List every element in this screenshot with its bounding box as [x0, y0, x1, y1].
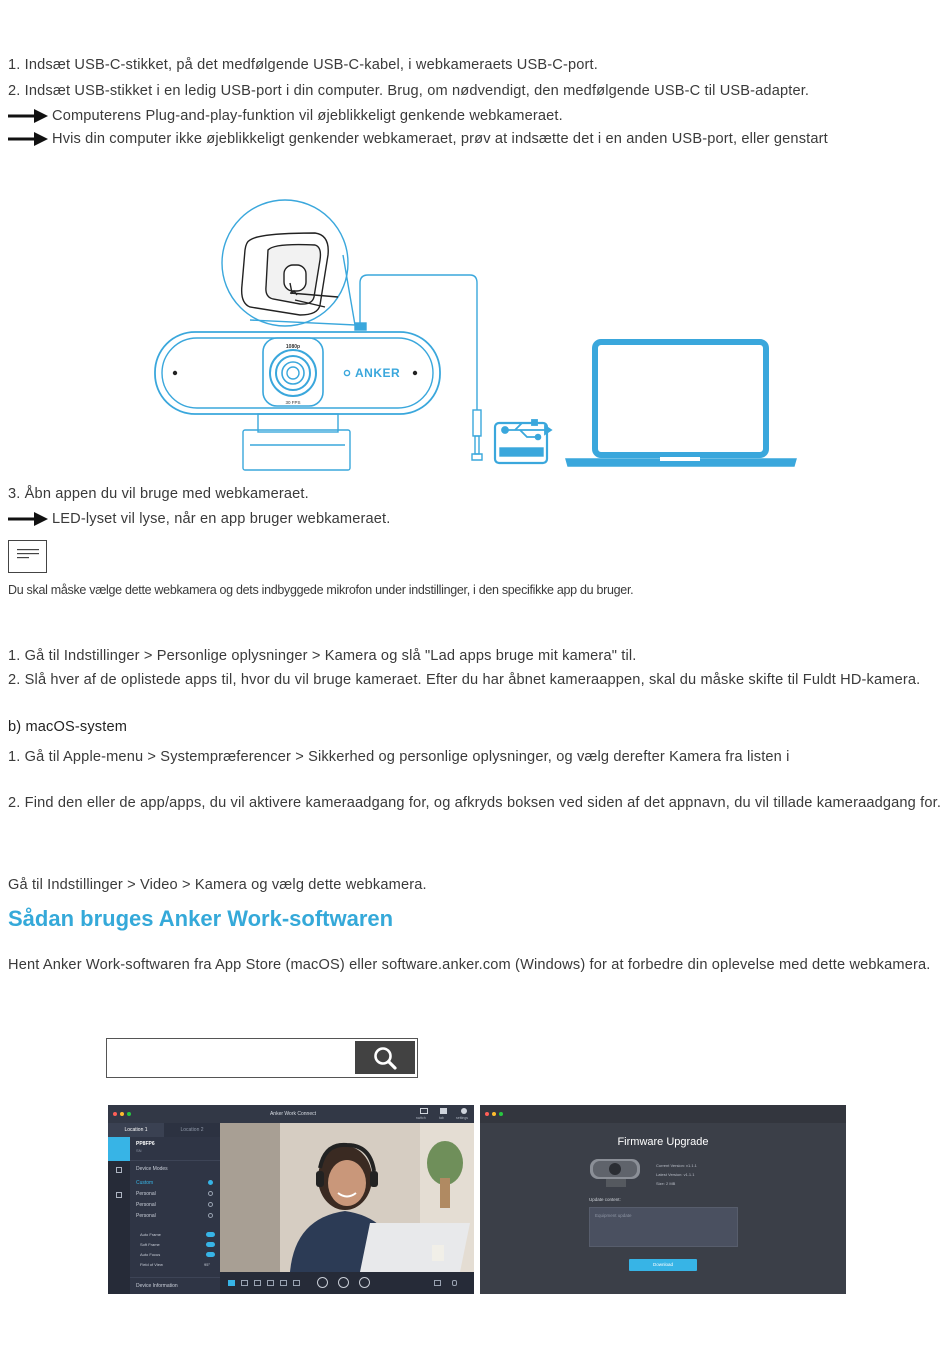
- layout-2-icon[interactable]: [241, 1280, 248, 1286]
- folder-icon[interactable]: [434, 1280, 441, 1286]
- toggle-soft-frame-label: Soft Frame: [140, 1242, 160, 1247]
- note-text: Computerens Plug-and-play-funktion vil øjeblikkeligt genkende webkameraet.: [52, 108, 563, 124]
- firmware-title: Firmware Upgrade: [617, 1136, 709, 1148]
- tab-location-1[interactable]: Location 1: [108, 1123, 164, 1137]
- auto-frame-toggle[interactable]: [206, 1232, 215, 1237]
- other-apps-line: Gå til Indstillinger > Video > Kamera og vælg dette webkamera.: [8, 877, 427, 893]
- record-icon[interactable]: [338, 1277, 349, 1288]
- mode-radio[interactable]: [208, 1213, 213, 1218]
- firmware-titlebar: [480, 1105, 846, 1123]
- firmware-upgrade-screenshot: [480, 1105, 846, 1294]
- pause-icon[interactable]: [317, 1277, 328, 1288]
- download-button[interactable]: Download: [629, 1259, 697, 1271]
- current-version: Current Version: v1.1.1: [656, 1163, 697, 1168]
- settings-label: settings: [456, 1116, 469, 1120]
- mode-radio[interactable]: [208, 1202, 213, 1207]
- anker-work-app-screenshot: [108, 1105, 474, 1294]
- device-sub: SN: [136, 1148, 142, 1153]
- arrow-right-icon: [8, 132, 48, 146]
- arrow-right-icon: [8, 512, 48, 526]
- webcam-thumbnail: [588, 1157, 648, 1189]
- mode-personal[interactable]: Personal: [136, 1202, 156, 1208]
- step-2: 2. Indsæt USB-stikket i en ledig USB-port i din computer. Brug, om nødvendigt, den medfølgende USB-C til USB-adapter.: [8, 83, 810, 99]
- video-preview: [220, 1123, 474, 1272]
- latest-version: Latest Version: v1.1.1: [656, 1172, 695, 1177]
- note-led: [8, 510, 390, 528]
- macos-step-1: 1. Gå til Apple-menu > Systempræferencer > Sikkerhed og personlige oplysninger, og vælg derefter Kamera fra listen i: [8, 749, 790, 765]
- app-titlebar: [108, 1105, 474, 1123]
- device-name: PP8FP6: [136, 1141, 155, 1147]
- update-content-label: Update content:: [589, 1197, 621, 1202]
- settings-icon[interactable]: [461, 1108, 467, 1114]
- app-settings-panel: [130, 1137, 220, 1294]
- layout-1-icon[interactable]: [228, 1280, 235, 1286]
- arrow-right-icon: [8, 109, 48, 123]
- mode-personal[interactable]: Personal: [136, 1191, 156, 1197]
- resolution-label: 1080p: [285, 344, 301, 350]
- windows-step-2: 2. Slå hver af de oplistede apps til, hvor du vil bruge kameraet. Efter du har åbnet kameraappen, skal du måske skifte til Fuldt HD-kamera.: [8, 672, 921, 688]
- zoomed-port: [242, 233, 338, 315]
- layout-3-icon[interactable]: [254, 1280, 261, 1286]
- update-content-placeholder: Equipment update: [595, 1213, 632, 1218]
- mode-radio[interactable]: [208, 1180, 213, 1185]
- auto-focus-toggle[interactable]: [206, 1252, 215, 1257]
- toggle-auto-frame-label: Auto Frame: [140, 1232, 161, 1237]
- search-bar[interactable]: [106, 1038, 418, 1078]
- fov-value[interactable]: 95°: [204, 1262, 211, 1267]
- mode-personal[interactable]: Personal: [136, 1213, 156, 1219]
- layout-5-icon[interactable]: [280, 1280, 287, 1286]
- app-side-rail: [108, 1137, 130, 1294]
- note-text: LED-lyset vil lyse, når en app bruger webkameraet.: [52, 511, 391, 527]
- video-person-image: [220, 1123, 474, 1272]
- software-body: Hent Anker Work-softwaren fra App Store (macOS) eller software.anker.com (Windows) for at forbedre din oplevelse med dette webkamera.: [8, 957, 931, 973]
- mode-radio[interactable]: [208, 1191, 213, 1196]
- toggle-auto-focus-label: Auto Focus: [140, 1252, 161, 1257]
- layout-4-icon[interactable]: [267, 1280, 274, 1286]
- device-modes-label: Device Modes: [136, 1166, 168, 1172]
- app-title: Anker Work Connect: [269, 1111, 317, 1117]
- snapshot-icon[interactable]: [359, 1277, 370, 1288]
- video-controls: [220, 1272, 474, 1294]
- software-heading: Sådan bruges Anker Work-softwaren: [8, 906, 394, 931]
- note-app-settings: Du skal måske vælge dette webkamera og dets indbyggede mikrofon under indstillinger, i den specifikke app du bruger.: [8, 583, 634, 597]
- rail-edit-icon[interactable]: [116, 1167, 122, 1173]
- rail-stream-icon[interactable]: [116, 1192, 122, 1198]
- macos-heading: b) macOS-system: [8, 719, 128, 735]
- tab-icon[interactable]: [440, 1108, 447, 1114]
- layout-6-icon[interactable]: [293, 1280, 300, 1286]
- fps-label: 30 FPS: [285, 400, 301, 405]
- connection-illustration: [150, 195, 810, 475]
- fov-label: Field of View: [140, 1262, 163, 1267]
- step-1: 1. Indsæt USB-C-stikket, på det medfølgende USB-C-kabel, i webkameraets USB-C-port.: [8, 57, 598, 73]
- microphone-icon[interactable]: [452, 1280, 457, 1286]
- note-icon: [8, 540, 47, 573]
- windows-step-1: 1. Gå til Indstillinger > Personlige oplysninger > Kamera og slå "Lad apps bruge mit kamera" til.: [8, 648, 637, 664]
- macos-step-2: 2. Find den eller de app/apps, du vil aktivere kameraadgang for, og afkryds boksen ved siden af det appnavn, du vil tillade kameraadgang for.: [8, 795, 942, 811]
- step-3: 3. Åbn appen du vil bruge med webkameraet.: [8, 486, 309, 502]
- switch-icon[interactable]: [420, 1108, 428, 1114]
- note-text: Hvis din computer ikke øjeblikkeligt genkender webkameraet, prøv at indsætte det i en anden USB-port, eller genstart: [52, 131, 828, 147]
- note-plug-and-play: [8, 107, 563, 125]
- soft-frame-toggle[interactable]: [206, 1242, 215, 1247]
- device-information-label[interactable]: Device Information: [136, 1283, 178, 1289]
- mode-custom[interactable]: Custom: [136, 1180, 154, 1186]
- search-icon: [372, 1045, 398, 1071]
- anker-logo: ANKER: [355, 366, 401, 380]
- switch-label: switch: [416, 1116, 426, 1120]
- update-content-box: [589, 1207, 738, 1247]
- tab-location-2[interactable]: Location 2: [180, 1127, 204, 1133]
- tab-label: tab: [439, 1116, 444, 1120]
- firmware-size: Size: 2 MB: [656, 1181, 676, 1186]
- search-button[interactable]: [355, 1041, 415, 1074]
- rail-camera-item[interactable]: [108, 1137, 130, 1161]
- note-usb-port: [8, 130, 828, 148]
